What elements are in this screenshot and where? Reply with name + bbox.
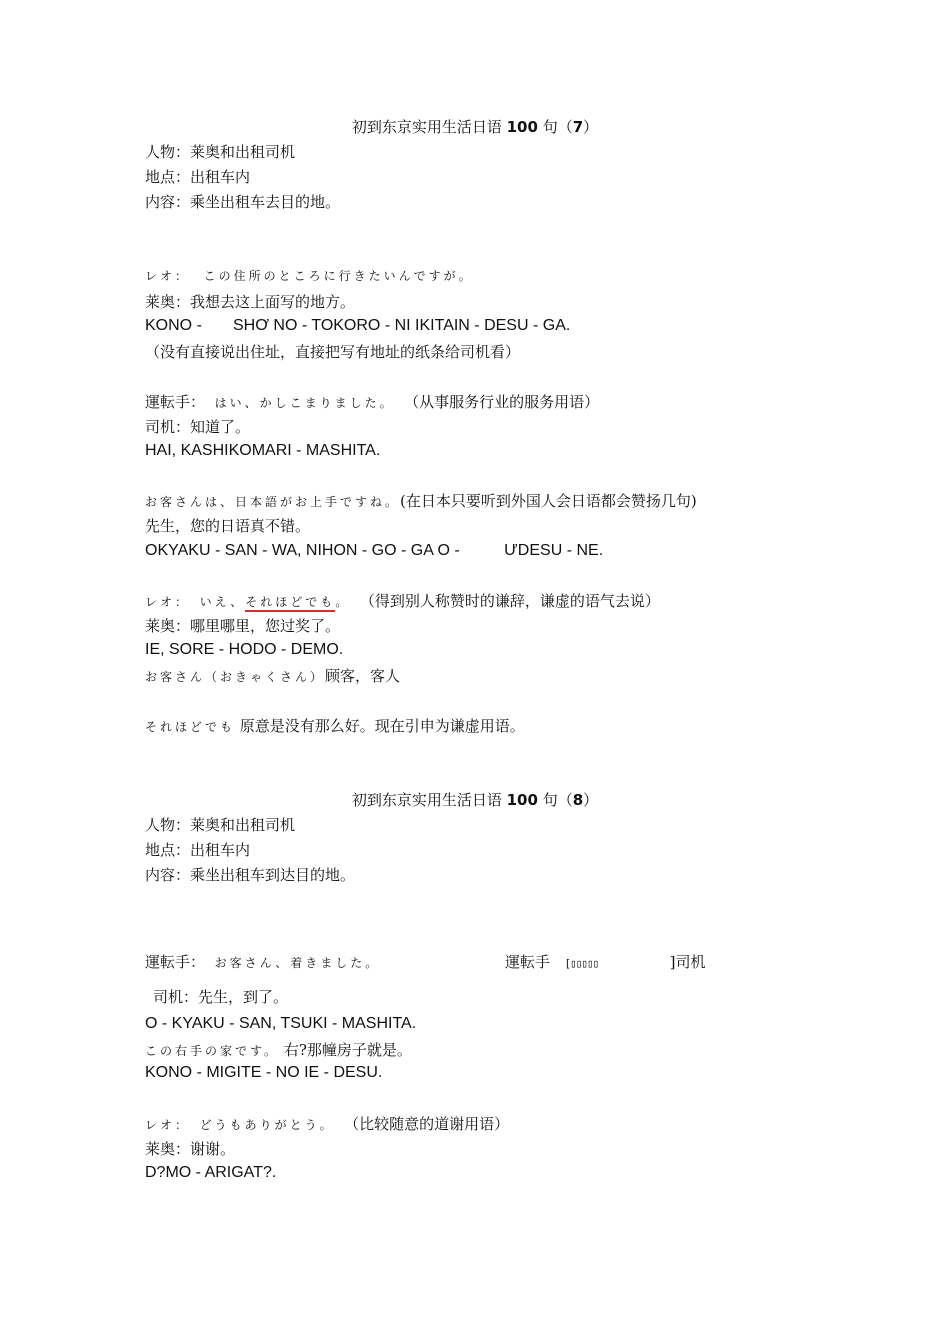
s8-dialogue2-romaji: KONO - MIGITE - NO IE - DESU. [145,1064,383,1081]
s7-dialogue2-chinese: 司机：知道了。 [145,418,251,436]
section8-content: 内容：乘坐出租车到达目的地。 [145,866,356,884]
section7-content: 内容：乘坐出租车去目的地。 [145,193,341,211]
section8-characters: 人物：莱奥和出租司机 [145,816,296,834]
s7-vocab2: それほどでも 原意是没有那么好。现在引申为谦虚用语。 [145,717,525,735]
s7-dialogue4-japanese: レオ： いえ、それほどでも。 （得到别人称赞时的谦辞，谦虚的语气去说） [145,592,660,610]
s8-dialogue1-japanese: 運転手： お客さん、着きました。 [145,953,381,971]
s8-dialogue1-romaji: O - KYAKU - SAN, TSUKI - MASHITA. [145,1015,417,1032]
s7-dialogue1-chinese: 莱奥：我想去这上面写的地方。 [145,293,356,311]
section7-title: 初到东京实用生活日语 100 句（7） [351,118,599,136]
s7-dialogue4-chinese: 莱奥：哪里哪里，您过奖了。 [145,617,341,635]
s7-dialogue1-note: （没有直接说出住址，直接把写有地址的纸条给司机看） [145,343,521,361]
s7-dialogue2-romaji: HAI, KASHIKOMARI - MASHITA. [145,442,381,459]
s8-dialogue3-romaji: D?MO - ARIGAT?. [145,1164,277,1181]
s7-dialogue1-romaji: KONO - SHƠ NO - TOKORO - NI IKITAIN - DESU - GA. [145,317,571,334]
section7-location: 地点：出租车内 [145,168,251,186]
s7-dialogue3-romaji: OKYAKU - SAN - WA, NIHON - GO - GA O - ƯDESU - NE. [145,542,604,559]
s7-dialogue2-japanese: 運転手： はい、かしこまりました。 （从事服务行业的服务用语） [145,393,600,411]
s8-dialogue3-chinese: 莱奥：谢谢。 [145,1140,236,1158]
s8-dialogue1-chinese: 司机：先生，到了。 [153,988,289,1006]
s7-dialogue3-chinese: 先生，您的日语真不错。 [145,517,311,535]
s7-dialogue1-japanese: レオ： この住所のところに行きたいんですが。 [145,269,474,283]
s7-dialogue3-japanese: お客さんは、日本語がお上手ですね。(在日本只要听到外国人会日语都会赞扬几句) [145,492,697,510]
s7-vocab1: お客さん（おきゃくさん）顾客，客人 [145,667,401,685]
s8-dialogue2-japanese: この右手の家です。 右?那幢房子就是。 [145,1041,412,1059]
section8-location: 地点：出租车内 [145,841,251,859]
s8-vocab-driver: 運転手 [▯▯▯▯▯ ]司机 [505,953,706,971]
section8-title: 初到东京实用生活日语 100 句（8） [351,791,599,809]
section7-characters: 人物：莱奥和出租司机 [145,143,296,161]
s8-dialogue3-japanese: レオ： どうもありがとう。 （比较随意的道谢用语） [145,1115,510,1133]
s7-dialogue4-romaji: IE, SORE - HODO - DEMO. [145,641,344,658]
underlined-phrase: それほどでも [245,595,335,612]
